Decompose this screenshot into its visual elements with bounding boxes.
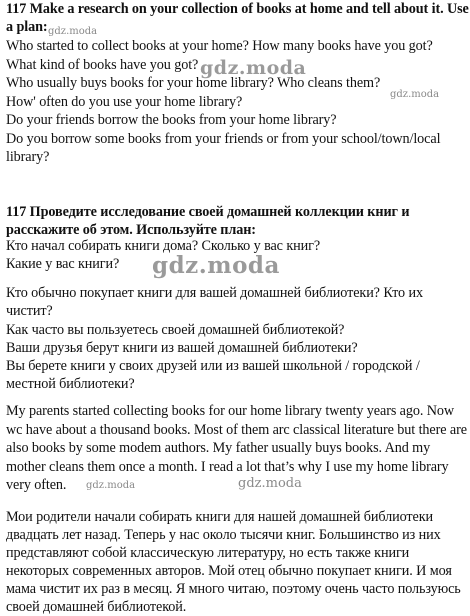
answer-ru-line5: мама чистит их раз в месяц. Я много читаю, поэтому очень часто пользуюсь <box>6 581 461 597</box>
answer-en-line1: My parents started collecting books for our home library twenty years ago. Now <box>6 403 455 419</box>
question-ru-6: Вы берете книги у своих друзей или из вашей школьной / городской / <box>6 358 420 374</box>
question-en-1: Who started to collect books at your home? How many books have you got? <box>6 38 433 54</box>
question-en-2: What kind of books have you got? <box>6 57 199 73</box>
question-ru-2: Какие у вас книги? <box>6 256 120 272</box>
task-heading-en-line1: 117 Make a research on your collection of books at home and tell about it. Use <box>6 1 469 17</box>
question-en-5: Do your friends borrow the books from your home library? <box>6 112 337 128</box>
answer-ru-line1: Мои родители начали собирать книги для нашей домашней библиотеки <box>6 509 434 525</box>
question-en-4: How' often do you use your home library? <box>6 94 243 110</box>
question-ru-6-cont: местной библиотеки? <box>6 376 135 392</box>
question-en-3: Who usually buys books for your home library? Who cleans them? <box>6 75 381 91</box>
watermark-small-2: gdz.moda <box>390 89 440 100</box>
task-heading-ru-line2: расскажите об этом. Используйте план: <box>6 222 256 238</box>
answer-ru-line2: двадцать лет назад. Теперь у нас около тысячи книг. Большинство из них <box>6 527 441 543</box>
question-ru-3-cont: чистит? <box>6 303 53 319</box>
answer-en-line2: wc have about a thousand books. Most of them arc classical literature but there are <box>6 422 467 438</box>
watermark-medium-1: gdz.moda <box>238 476 302 491</box>
question-en-6: Do you borrow some books from your friends or from your school/town/local <box>6 131 441 147</box>
question-en-7: library? <box>6 149 50 165</box>
question-ru-4: Как часто вы пользуетесь своей домашней библиотекой? <box>6 322 345 338</box>
answer-ru-line4: некоторых современных авторов. Мой отец обычно покупает книги. И моя <box>6 563 452 579</box>
question-ru-1: Кто начал собирать книги дома? Сколько у вас книг? <box>6 238 321 254</box>
task-heading-ru-line1: 117 Проведите исследование своей домашней коллекции книг и <box>6 204 410 220</box>
answer-ru-line6: своей домашней библиотекой. <box>6 599 187 615</box>
watermark-big-1: gdz.moda <box>200 57 307 79</box>
watermark-small-1: gdz.moda <box>48 26 98 37</box>
answer-en-line3: also books by some modem authors. My father usually buys books. And my <box>6 440 431 456</box>
answer-en-line4: mother cleans them once a month. I read a lot that’s why I use my home library <box>6 459 449 475</box>
question-ru-3: Кто обычно покупает книги для вашей домашней библиотеки? Кто их <box>6 285 423 301</box>
watermark-small-3: gdz.moda <box>86 480 136 491</box>
watermark-big-2: gdz.moda <box>152 252 280 279</box>
question-ru-5: Ваши друзья берут книги из вашей домашней библиотеки? <box>6 340 358 356</box>
answer-ru-line3: представляют собой классическую литературу, но есть также книги <box>6 545 410 561</box>
answer-en-line5: very often. <box>6 477 67 493</box>
task-heading-en-line2: a plan: <box>6 19 48 35</box>
